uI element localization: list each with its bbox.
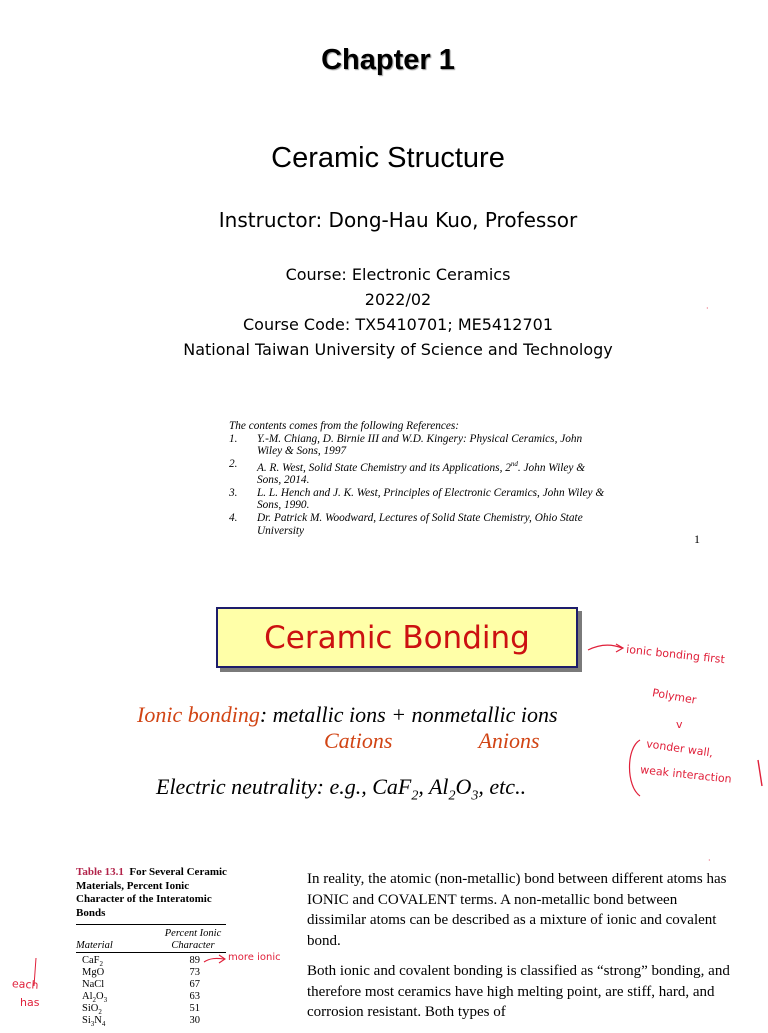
chapter-heading: Chapter 1 bbox=[321, 44, 455, 76]
body-text bbox=[307, 869, 732, 1033]
arrow-stroke bbox=[588, 645, 622, 650]
note-weak-interaction: weak interaction bbox=[639, 763, 733, 786]
university-name: National Taiwan University of Science and Technology bbox=[183, 340, 613, 359]
margin-stroke bbox=[30, 952, 50, 992]
note-each: each bbox=[11, 977, 39, 992]
anions-label: Anions bbox=[478, 728, 540, 753]
section-title: Ceramic Bonding bbox=[264, 619, 530, 656]
ink-dot: · bbox=[706, 304, 709, 313]
ionic-term: Ionic bonding bbox=[137, 702, 260, 727]
column-header-character: Character bbox=[171, 940, 215, 951]
course-date: 2022/02 bbox=[364, 290, 432, 309]
ion-labels bbox=[324, 728, 540, 754]
paragraph: Both ionic and covalent bonding is classified as “strong” bonding, and therefore most ceramics have high melting point, are stiff, hard, and corrosion resistant. Both types of bbox=[307, 963, 730, 1020]
column-header-material: Material bbox=[76, 940, 113, 951]
table-caption-text: For Several Ceramic Materials, Percent Ionic Character of the Interatomic Bonds bbox=[76, 866, 227, 919]
note-ionic-first: ionic bonding first bbox=[625, 642, 726, 667]
column-header-percent: Percent Ionic bbox=[164, 928, 222, 939]
table-row: $Si_3N_4$ 30 bbox=[82, 1015, 200, 1029]
table-rule bbox=[76, 924, 226, 925]
course-name: Course: Electronic Ceramics bbox=[285, 265, 511, 284]
handwriting-strokes bbox=[580, 636, 768, 806]
ionic-description: : metallic ions + nonmetallic ions bbox=[259, 702, 558, 727]
course-code: Course Code: TX5410701; ME5412701 bbox=[242, 315, 554, 334]
note-down-arrow: v bbox=[676, 718, 683, 731]
course-info bbox=[0, 262, 768, 362]
table-row: MgO 73 bbox=[82, 967, 200, 978]
table-row: $Al_2O_3$ 63 bbox=[82, 991, 200, 1005]
bracket-right bbox=[758, 760, 762, 786]
note-more-ionic: more ionic bbox=[228, 952, 281, 963]
note-has: has bbox=[20, 996, 40, 1009]
table-number: Table 13.1 bbox=[76, 866, 124, 878]
paragraph: In reality, the atomic (non-metallic) bond between different atoms has IONIC and COVALENT terms. A non-metallic bond between dissimilar atoms can be described as a mixture of ionic and covalent bond. bbox=[307, 871, 727, 949]
ink-dot: · bbox=[708, 856, 711, 865]
references bbox=[229, 420, 609, 537]
reference-item: 2. A. R. West, Solid State Chemistry and its Applications, 2nd. John Wiley & Sons, 2014. bbox=[229, 457, 586, 487]
electric-neutrality: Electric neutrality: e.g., CaF$_2$, $Al_2O_3$, etc.. bbox=[156, 774, 527, 804]
references-intro: The contents comes from the following References: bbox=[229, 420, 460, 432]
reference-item: 4. Dr. Patrick M. Woodward, Lectures of Solid State Chemistry, Ohio State University bbox=[229, 511, 583, 537]
reference-item: 3. L. L. Hench and J. K. West, Principles of Electronic Ceramics, John Wiley & Sons, 1990. bbox=[229, 486, 605, 512]
note-van-der-waals: vonder wall, bbox=[645, 737, 714, 760]
instructor-line: Instructor: Dong-Hau Kuo, Professor bbox=[218, 208, 578, 232]
note-polymer: Polymer bbox=[651, 686, 698, 707]
ionic-definition bbox=[137, 702, 558, 728]
bracket-left bbox=[630, 740, 641, 796]
table-row: NaCl 67 bbox=[82, 979, 200, 990]
cations-label: Cations bbox=[324, 728, 393, 753]
table-row: CaF$_2$ 89 bbox=[82, 955, 200, 969]
page-number: 1 bbox=[694, 532, 700, 546]
table-row: SiO$_2$ 51 bbox=[82, 1003, 200, 1017]
slide-title: Ceramic Structure bbox=[271, 142, 505, 174]
more-ionic-arrow bbox=[200, 950, 230, 970]
arrow-head bbox=[616, 644, 623, 652]
table-caption bbox=[76, 866, 236, 920]
section-title-box bbox=[216, 607, 578, 668]
reference-item: 1. Y.-M. Chiang, D. Birnie III and W.D. Kingery: Physical Ceramics, John Wiley & Sons, 1997 bbox=[229, 432, 583, 458]
